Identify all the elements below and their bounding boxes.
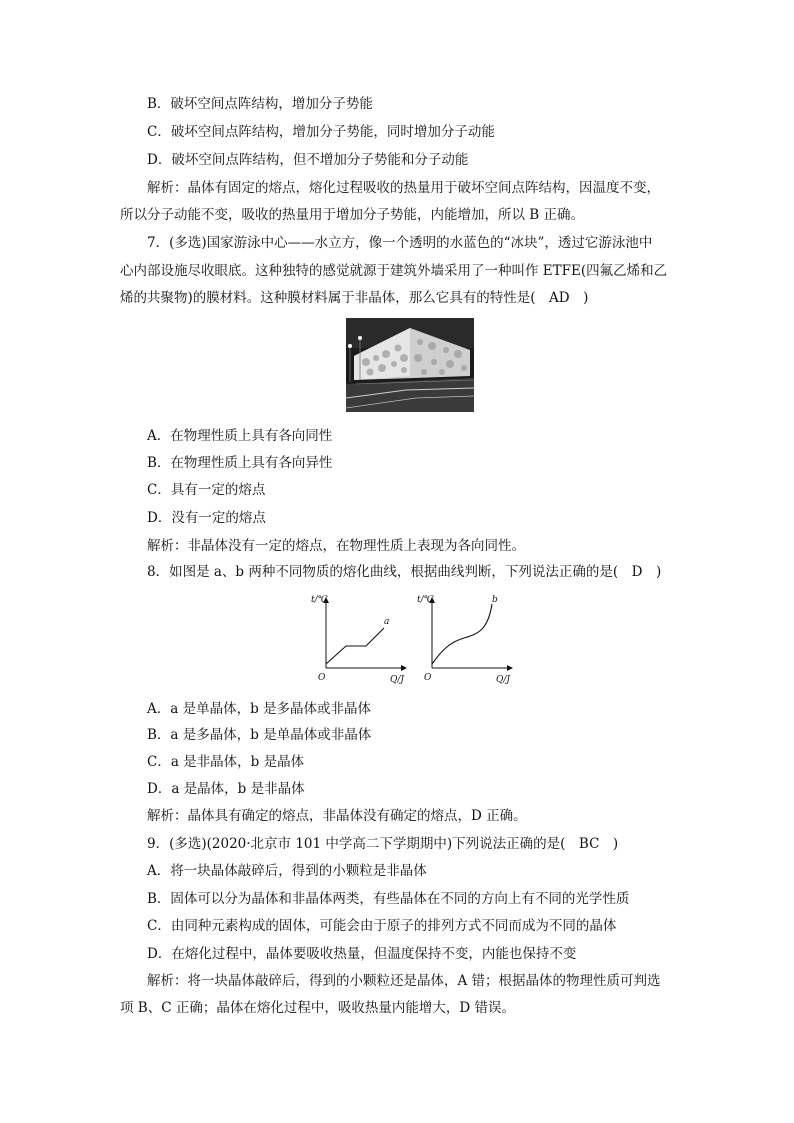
q9-option-a: A．将一块晶体敲碎后，得到的小颗粒是非晶体 bbox=[147, 863, 427, 879]
q7-stem-line-3: 烯的共聚物)的膜材料。这种膜材料属于非晶体，那么它具有的特性是( AD ) bbox=[120, 290, 589, 306]
graph-a-x-label: Q/J bbox=[390, 675, 405, 684]
q9-option-d: D．在熔化过程中，晶体要吸收热量，但温度保持不变，内能也保持不变 bbox=[147, 946, 577, 962]
q8-stem: 8．如图是 a、b 两种不同物质的熔化曲线，根据曲线判断，下列说法正确的是( D ) bbox=[147, 564, 662, 580]
q8-option-b: B．a 是多晶体，b 是单晶体或非晶体 bbox=[147, 727, 372, 743]
water-cube-photo bbox=[346, 318, 474, 412]
q8-option-d: D．a 是晶体，b 是非晶体 bbox=[147, 781, 305, 797]
q8-option-c: C．a 是非晶体，b 是晶体 bbox=[147, 754, 305, 770]
q7-analysis: 解析：非晶体没有一定的熔点，在物理性质上表现为各向同性。 bbox=[147, 538, 525, 554]
q6-option-b: B．破坏空间点阵结构，增加分子势能 bbox=[147, 96, 373, 112]
q6-analysis-line-2: 所以分子动能不变，吸收的热量用于增加分子势能，内能增加，所以 B 正确。 bbox=[120, 207, 585, 223]
graph-b-curve bbox=[432, 604, 492, 664]
graph-a-curve-label: a bbox=[384, 617, 390, 627]
q8-analysis: 解析：晶体具有确定的熔点，非晶体没有确定的熔点，D 正确。 bbox=[147, 808, 527, 824]
graph-a-origin: O bbox=[318, 673, 326, 683]
graph-b-x-label: Q/J bbox=[496, 675, 511, 684]
q9-analysis-line-1: 解析：将一块晶体敲碎后，得到的小颗粒还是晶体，A 错；根据晶体的物理性质可判选 bbox=[147, 973, 661, 989]
graph-a-curve bbox=[326, 628, 384, 664]
q7-stem-line-2: 心内部设施尽收眼底。这种独特的感觉就源于建筑外墙采用了一种叫作 ETFE(四氟乙烯和乙 bbox=[120, 263, 668, 279]
q7-stem-line-1: 7．(多选)国家游泳中心——水立方，像一个透明的水蓝色的“冰块”，透过它游泳池中 bbox=[147, 235, 653, 251]
q7-option-d: D．没有一定的熔点 bbox=[147, 510, 266, 526]
q8-option-a: A．a 是单晶体，b 是多晶体或非晶体 bbox=[147, 701, 372, 717]
graph-b-y-label: t/℃ bbox=[417, 595, 434, 605]
q9-option-b: B．固体可以分为晶体和非晶体两类，有些晶体在不同的方向上有不同的光学性质 bbox=[147, 891, 630, 907]
q7-option-c: C．具有一定的熔点 bbox=[147, 482, 266, 498]
melting-curve-graph-a bbox=[306, 590, 416, 684]
q9-option-c: C．由同种元素构成的固体，可能会由于原子的排列方式不同而成为不同的晶体 bbox=[147, 918, 617, 934]
q9-stem: 9．(多选)(2020·北京市 101 中学高二下学期期中)下列说法正确的是( BC ) bbox=[147, 836, 619, 852]
graph-b-origin: O bbox=[424, 673, 432, 683]
q7-option-a: A．在物理性质上具有各向同性 bbox=[147, 428, 333, 444]
q6-option-d: D．破坏空间点阵结构，但不增加分子势能和分子动能 bbox=[147, 152, 469, 168]
graph-b-curve-label: b bbox=[492, 595, 498, 605]
q9-analysis-line-2: 项 B、C 正确；晶体在熔化过程中，吸收热量内能增大，D 错误。 bbox=[120, 1000, 515, 1016]
q7-option-b: B．在物理性质上具有各向异性 bbox=[147, 455, 333, 471]
q6-analysis-line-1: 解析：晶体有固定的熔点，熔化过程吸收的热量用于破坏空间点阵结构，因温度不变， bbox=[147, 180, 660, 196]
melting-curve-graph-b bbox=[412, 590, 522, 684]
graph-a-y-label: t/℃ bbox=[311, 595, 328, 605]
q6-option-c: C．破坏空间点阵结构，增加分子势能，同时增加分子动能 bbox=[147, 124, 495, 140]
